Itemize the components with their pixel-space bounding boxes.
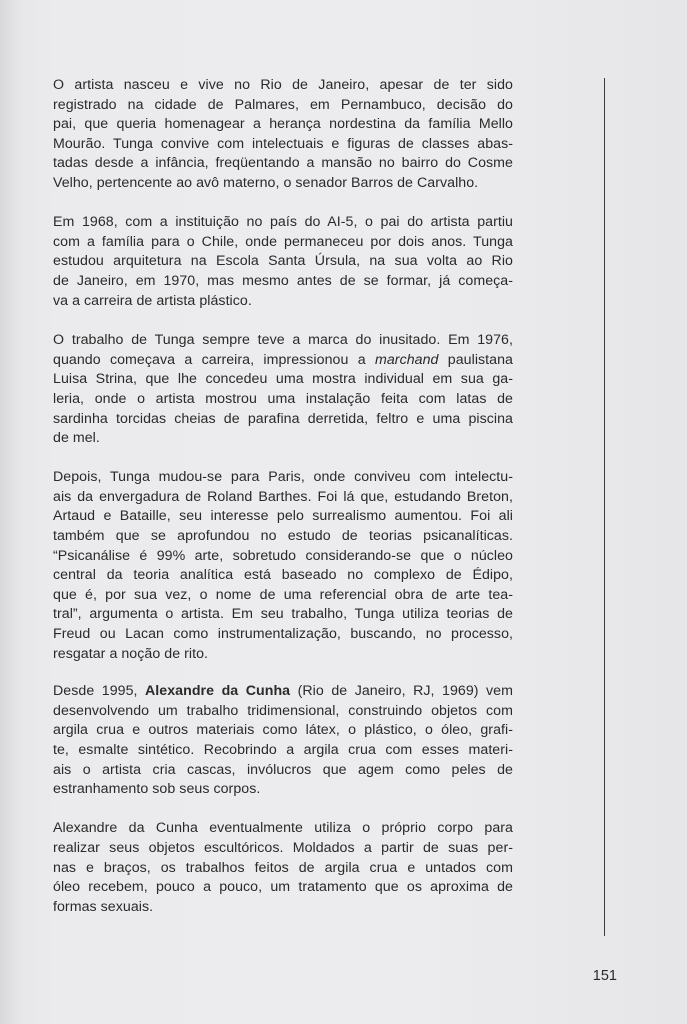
italic-term: marchand xyxy=(374,351,439,368)
vertical-rule xyxy=(604,78,605,936)
paragraph xyxy=(53,682,513,800)
text-line: argila crua e outros materiais como látex, o plástico, o óleo, grafi- xyxy=(53,722,513,739)
text-line: Mourão. Tunga convive com intelectuais e figuras de classes abas- xyxy=(53,135,513,152)
text-line: tadas desde a infância, freqüentando a mansão no bairro do Cosme xyxy=(53,155,513,172)
text-line: estranhamento sob seus corpos. xyxy=(53,781,261,798)
text-line: va a carreira de artista plástico. xyxy=(53,292,252,309)
text-line: Alexandre da Cunha eventualmente utiliza o próprio corpo para xyxy=(53,820,513,837)
text-line: de Janeiro, em 1970, mas mesmo antes de se formar, já começa- xyxy=(53,272,513,289)
text-line: Freud ou Lacan como instrumentalização, buscando, no processo, xyxy=(53,626,513,643)
text-line: resgatar a noção de rito. xyxy=(53,645,209,662)
paragraph xyxy=(53,331,513,449)
text-line: te, esmalte sintético. Recobrindo a argila crua com esses materi- xyxy=(53,742,513,758)
text-line: Luisa Strina, que lhe concedeu uma mostra individual em sua ga- xyxy=(53,371,513,388)
text-run: paulistana xyxy=(438,351,513,368)
text-line: formas sexuais. xyxy=(53,898,154,915)
paragraph xyxy=(53,76,513,194)
text-line: O artista nasceu e vive no Rio de Janeiro, apesar de ter sido xyxy=(53,77,513,93)
text-line: desenvolvendo um trabalho tridimensional, construindo objetos com xyxy=(53,702,513,719)
text-line xyxy=(53,682,513,702)
paragraph xyxy=(53,819,513,917)
text-line: que é, por sua vez, o nome de uma referencial obra de arte tea- xyxy=(53,586,513,603)
text-line: Velho, pertencente ao avô materno, o senador Barros de Carvalho. xyxy=(53,174,479,191)
text-line: pai, que queria homenagear a herança nordestina da família Mello xyxy=(53,116,513,133)
text-line: Depois, Tunga mudou-se para Paris, onde conviveu com intelectu- xyxy=(53,469,513,486)
text-line: central da teoria analítica está baseado no complexo de Édipo, xyxy=(53,567,513,584)
paragraph xyxy=(53,213,513,311)
paragraph xyxy=(53,468,513,664)
text-line: também que se aprofundou no estudo de teorias psicanalíticas. xyxy=(53,528,513,545)
text-line: de mel. xyxy=(53,430,100,447)
text-line: nas e braços, os trabalhos feitos de argila crua e untados com xyxy=(53,859,513,876)
text-line: Em 1968, com a instituição no país do AI-5, o pai do artista partiu xyxy=(53,214,513,231)
text-line: “Psicanálise é 99% arte, sobretudo considerando-se que o núcleo xyxy=(53,547,513,564)
text-line: ais da envergadura de Roland Barthes. Foi lá que, estudando Breton, xyxy=(53,488,513,505)
text-line: ais o artista cria cascas, invólucros que agem como peles de xyxy=(53,761,513,778)
bold-name: Alexandre da Cunha xyxy=(145,683,291,700)
text-line: O trabalho de Tunga sempre teve a marca do inusitado. Em 1976, xyxy=(53,332,513,349)
text-line: registrado na cidade de Palmares, em Pernambuco, decisão do xyxy=(53,96,513,113)
text-line: sardinha torcidas cheias de parafina derretida, feltro e uma piscina xyxy=(53,410,513,427)
text-line: leria, onde o artista mostrou uma instalação feita com latas de xyxy=(53,390,513,407)
text-run: quando começava a carreira, impressionou a xyxy=(53,351,375,368)
text-line: tral”, argumenta o artista. Em seu trabalho, Tunga utiliza teorias de xyxy=(53,606,513,623)
text-line: Artaud e Bataille, seu interesse pelo surrealismo aumentou. Foi ali xyxy=(53,508,513,525)
text-line: com a família para o Chile, onde permaneceu por dois anos. Tunga xyxy=(53,233,513,250)
text-line: óleo recebem, pouco a pouco, um tratamento que os aproxima de xyxy=(53,879,513,896)
page-number: 151 xyxy=(592,968,617,984)
text-line xyxy=(53,351,513,371)
text-line: estudou arquitetura na Escola Santa Úrsula, na sua volta ao Rio xyxy=(53,253,513,270)
text-line: realizar seus objetos escultóricos. Moldados a partir de suas per- xyxy=(53,839,513,856)
text-run: (Rio de Janeiro, RJ, 1969) vem xyxy=(290,683,513,700)
text-run: Desde 1995, xyxy=(53,683,146,700)
body-text xyxy=(53,76,513,937)
